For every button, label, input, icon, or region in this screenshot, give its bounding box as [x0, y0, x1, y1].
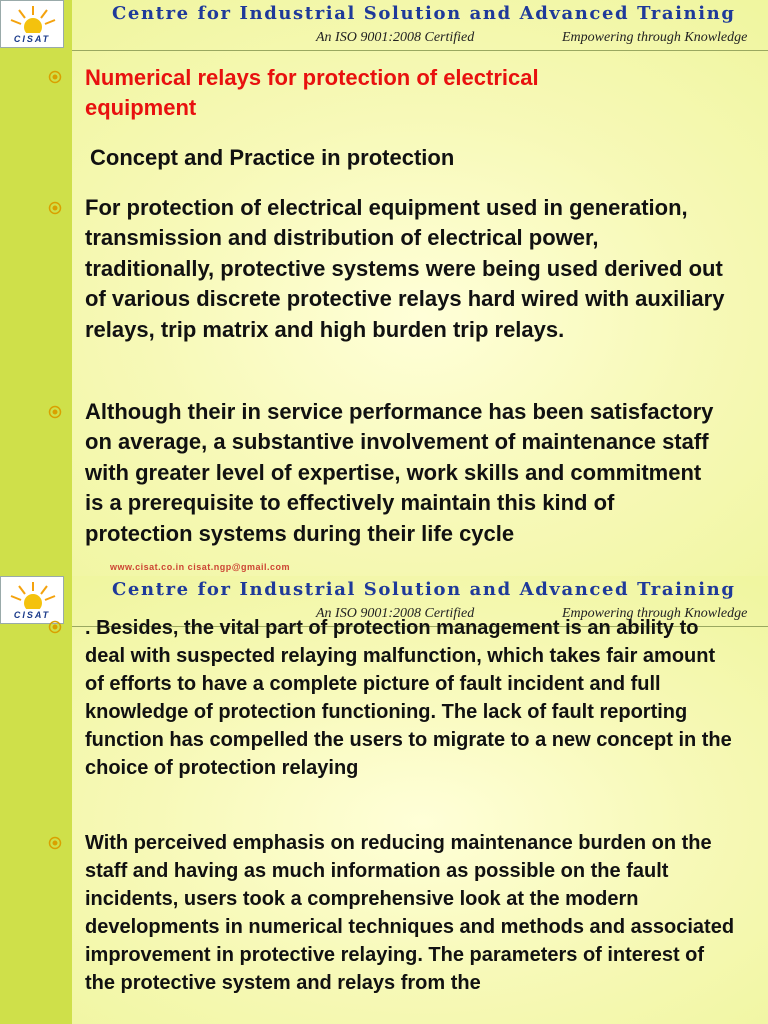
iso-text: An ISO 9001:2008 Certified — [316, 30, 475, 45]
slide-heading: Numerical relays for protection of electrical equipment — [85, 65, 539, 120]
slide-subheading: Concept and Practice in protection — [90, 145, 455, 170]
cisat-logo — [0, 0, 64, 48]
bullet-icon — [48, 405, 62, 419]
header-title: Centre for Industrial Solution and Advanced Training — [112, 579, 736, 600]
bullet-icon — [48, 70, 62, 84]
footer-watermark: www.cisat.co.in cisat.ngp@gmail.com — [110, 562, 290, 572]
sidebar — [0, 0, 72, 576]
paragraph: Although their in service performance has been satisfactory on average, a substantive involvement of maintenance staff with greater level of expertise, work skills and commitment is a prerequisite to effectively maintain this kind of protection systems during their life cycle — [85, 399, 714, 546]
iso-text: An ISO 9001:2008 Certified — [316, 606, 475, 621]
paragraph: With perceived emphasis on reducing maintenance burden on the staff and having as much information as possible on the fault incidents, users took a comprehensive look at the modern developments in numerical techniques and methods and associated improvement in protective relaying. The parameters of interest of the protective system and relays from the — [85, 832, 735, 994]
paragraph: For protection of electrical equipment used in generation, transmission and distribution of electrical power, traditionally, protective systems were being used derived out of various discrete protective relays hard wired with auxiliary relays, trip matrix and high burden trip relays. — [85, 195, 725, 342]
bullet-icon — [48, 620, 62, 634]
logo-text: CISAT — [13, 610, 51, 620]
bullet-icon — [48, 836, 62, 850]
sun-icon — [5, 3, 61, 33]
sidebar — [0, 576, 72, 1024]
tagline: Empowering through Knowledge — [562, 606, 748, 621]
paragraph: . Besides, the vital part of protection management is an ability to deal with suspected relaying malfunction, which takes fair amount of efforts to have a complete picture of fault incident and full knowledge of protection functioning. The lack of fault reporting function has compelled the users to migrate to a new concept in the choice of protection relaying — [85, 617, 732, 779]
bullet-icon — [48, 201, 62, 215]
sun-icon — [5, 579, 61, 609]
header-divider — [72, 50, 768, 51]
logo-text: CISAT — [13, 34, 51, 44]
header-title: Centre for Industrial Solution and Advanced Training — [112, 3, 736, 24]
cisat-logo — [0, 576, 64, 624]
slide-2 — [0, 576, 768, 1024]
tagline: Empowering through Knowledge — [562, 30, 748, 45]
